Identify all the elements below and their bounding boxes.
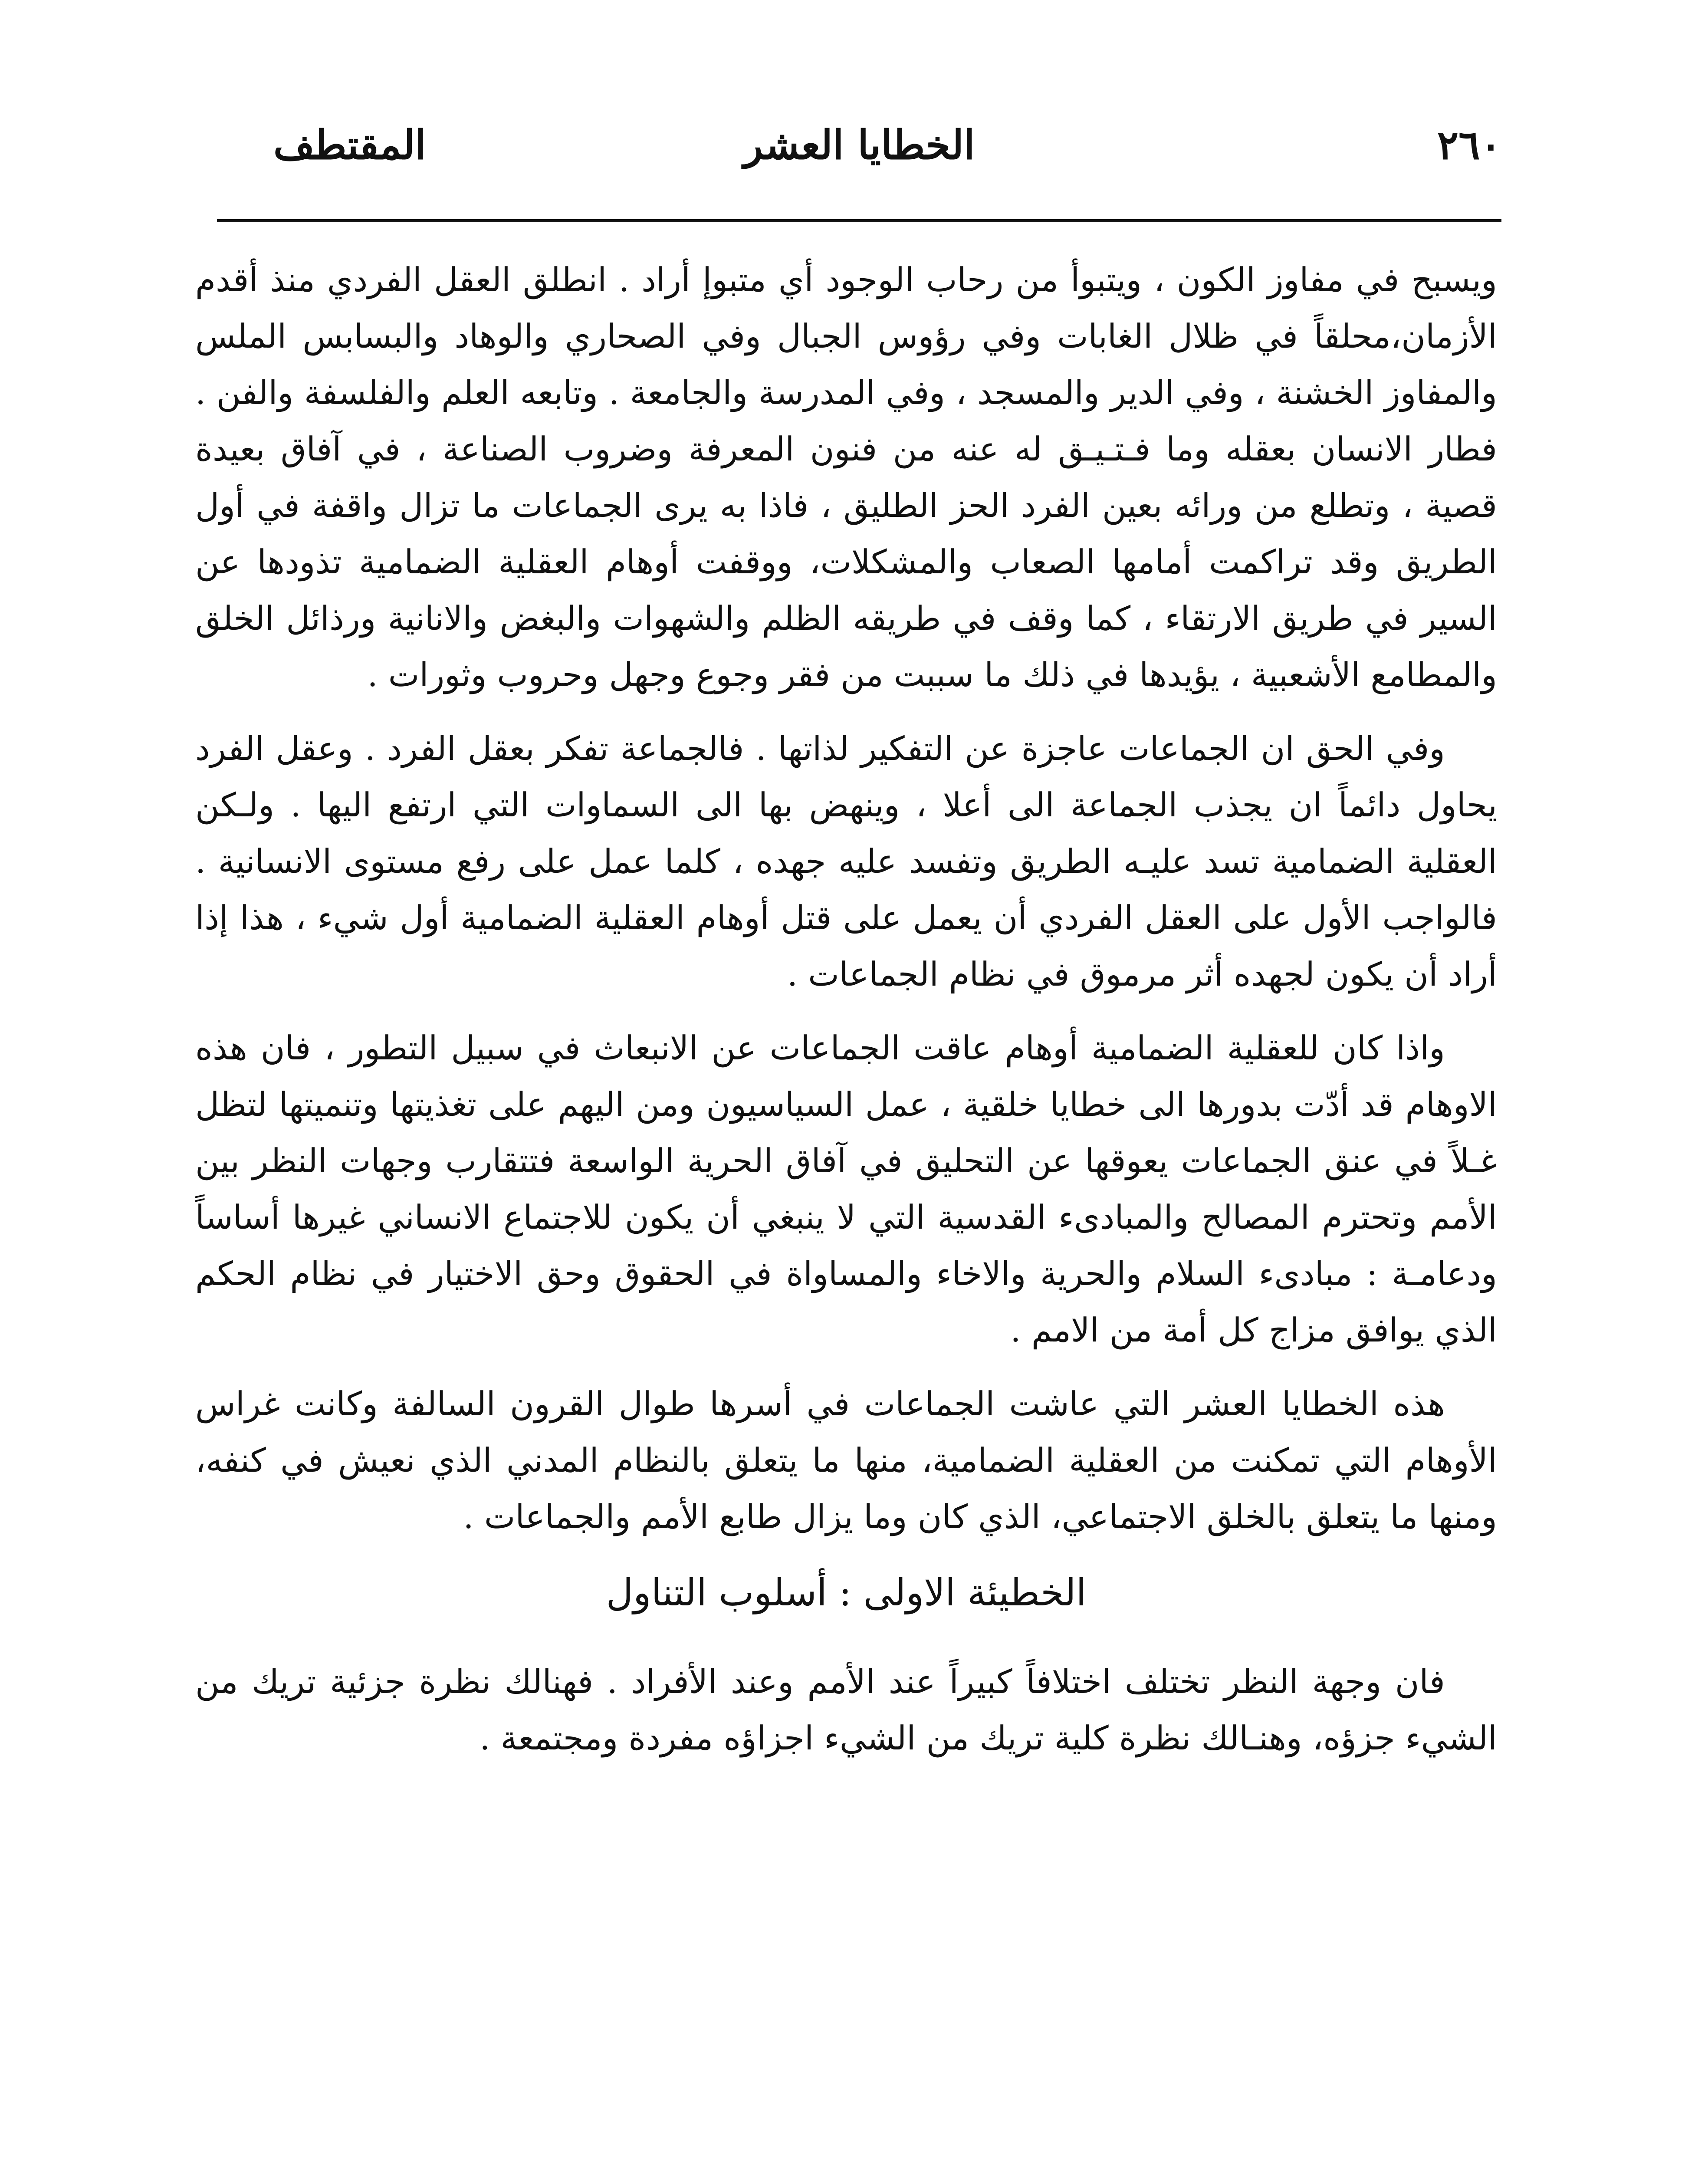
paragraph-2: وفي الحق ان الجماعات عاجزة عن التفكير لذاتها . فالجماعة تفكر بعقل الفرد . وعقل الفرد يحاول دائماً ان يجذب الجماعة الى أعلا ، وينهض بها الى السماوات التي ارتفع اليها . ولـكن العقلية الضمامية تسد عليـه الطريق وتفسد عليه جهده ، كلما عمل على رفع مستوى الانسانية . فالواجب الأول على العقل الفردي أن يعمل على قتل أوهام العقلية الضمامية أول شيء ، هذا إذا أراد أن يكون لجهده أثر مرموق في نظام الجماعات .: [195, 729, 1497, 993]
page-number: ٢٦٠: [1437, 122, 1501, 168]
paragraph-1: ويسبح في مفاوز الكون ، ويتبوأ من رحاب الوجود أي متبوإ أراد . انطلق العقل الفردي منذ أقدم الأزمان،محلقاً في ظلال الغابات وفي رؤوس الجبال وفي الصحاري والوهاد والبسابس الملس والمفاوز الخشنة ، وفي الدير والمسجد ، وفي المدرسة والجامعة . وتابعه العلم والفلسفة والفن . فطار الانسان بعقله وما فـتـيـق له عنه من فنون المعرفة وضروب الصناعة ، في آفاق بعيدة قصية ، وتطلع من ورائه بعين الفرد الحز الطليق ، فاذا به يرى الجماعات ما تزال واقفة في أول الطريق وقد تراكمت أمامها الصعاب والمشكلات، ووقفت أوهام العقلية الضمامية تذودها عن السير في طريق الارتقاء ، كما وقف في طريقه الظلم والشهوات والبغض والانانية ورذائل الخلق والمطامع الأشعبية ، يؤيدها في ذلك ما سببت من فقر وجوع وجهل وحروب وثورات .: [195, 260, 1497, 694]
journal-name: المقتطف: [273, 122, 426, 168]
paragraph-3: واذا كان للعقلية الضمامية أوهام عاقت الجماعات عن الانبعاث في سبيل التطور ، فان هذه الاوهام قد أدّت بدورها الى خطايا خلقية ، عمل السياسيون ومن اليهم على تغذيتها وتنميتها لتظل غـلاً في عنق الجماعات يعوقها عن التحليق في آفاق الحرية الواسعة فتتقارب وجهات النظر بين الأمم وتحترم المصالح والمبادىء القدسية التي لا ينبغي أن يكون للاجتماع الانساني غيرها أساساً ودعامـة : مبادىء السلام والحرية والاخاء والمساواة في الحقوق وحق الاختيار في نظام الحكم الذي يوافق مزاج كل أمة من الامم .: [195, 1029, 1498, 1349]
page-header: [217, 122, 1501, 187]
page-body: [195, 252, 1497, 1784]
running-title: الخطايا العشر: [743, 122, 975, 168]
header-rule: [217, 219, 1501, 222]
section-paragraph: فان وجهة النظر تختلف اختلافاً كبيراً عند الأمم وعند الأفراد . فهنالك نظرة جزئية تريك من الشيء جزؤه، وهنـالك نظرة كلية تريك من الشيء اجزاؤه مفردة ومجتمعة .: [195, 1662, 1497, 1757]
section-heading: الخطيئة الاولى : أسلوب التناول: [606, 1571, 1087, 1614]
paragraph-4: هذه الخطايا العشر التي عاشت الجماعات في أسرها طوال القرون السالفة وكانت غراس الأوهام التي تمكنت من العقلية الضمامية، منها ما يتعلق بالنظام المدني الذي نعيش في كنفه، ومنها ما يتعلق بالخلق الاجتماعي، الذي كان وما يزال طابع الأمم والجماعات .: [195, 1384, 1497, 1536]
